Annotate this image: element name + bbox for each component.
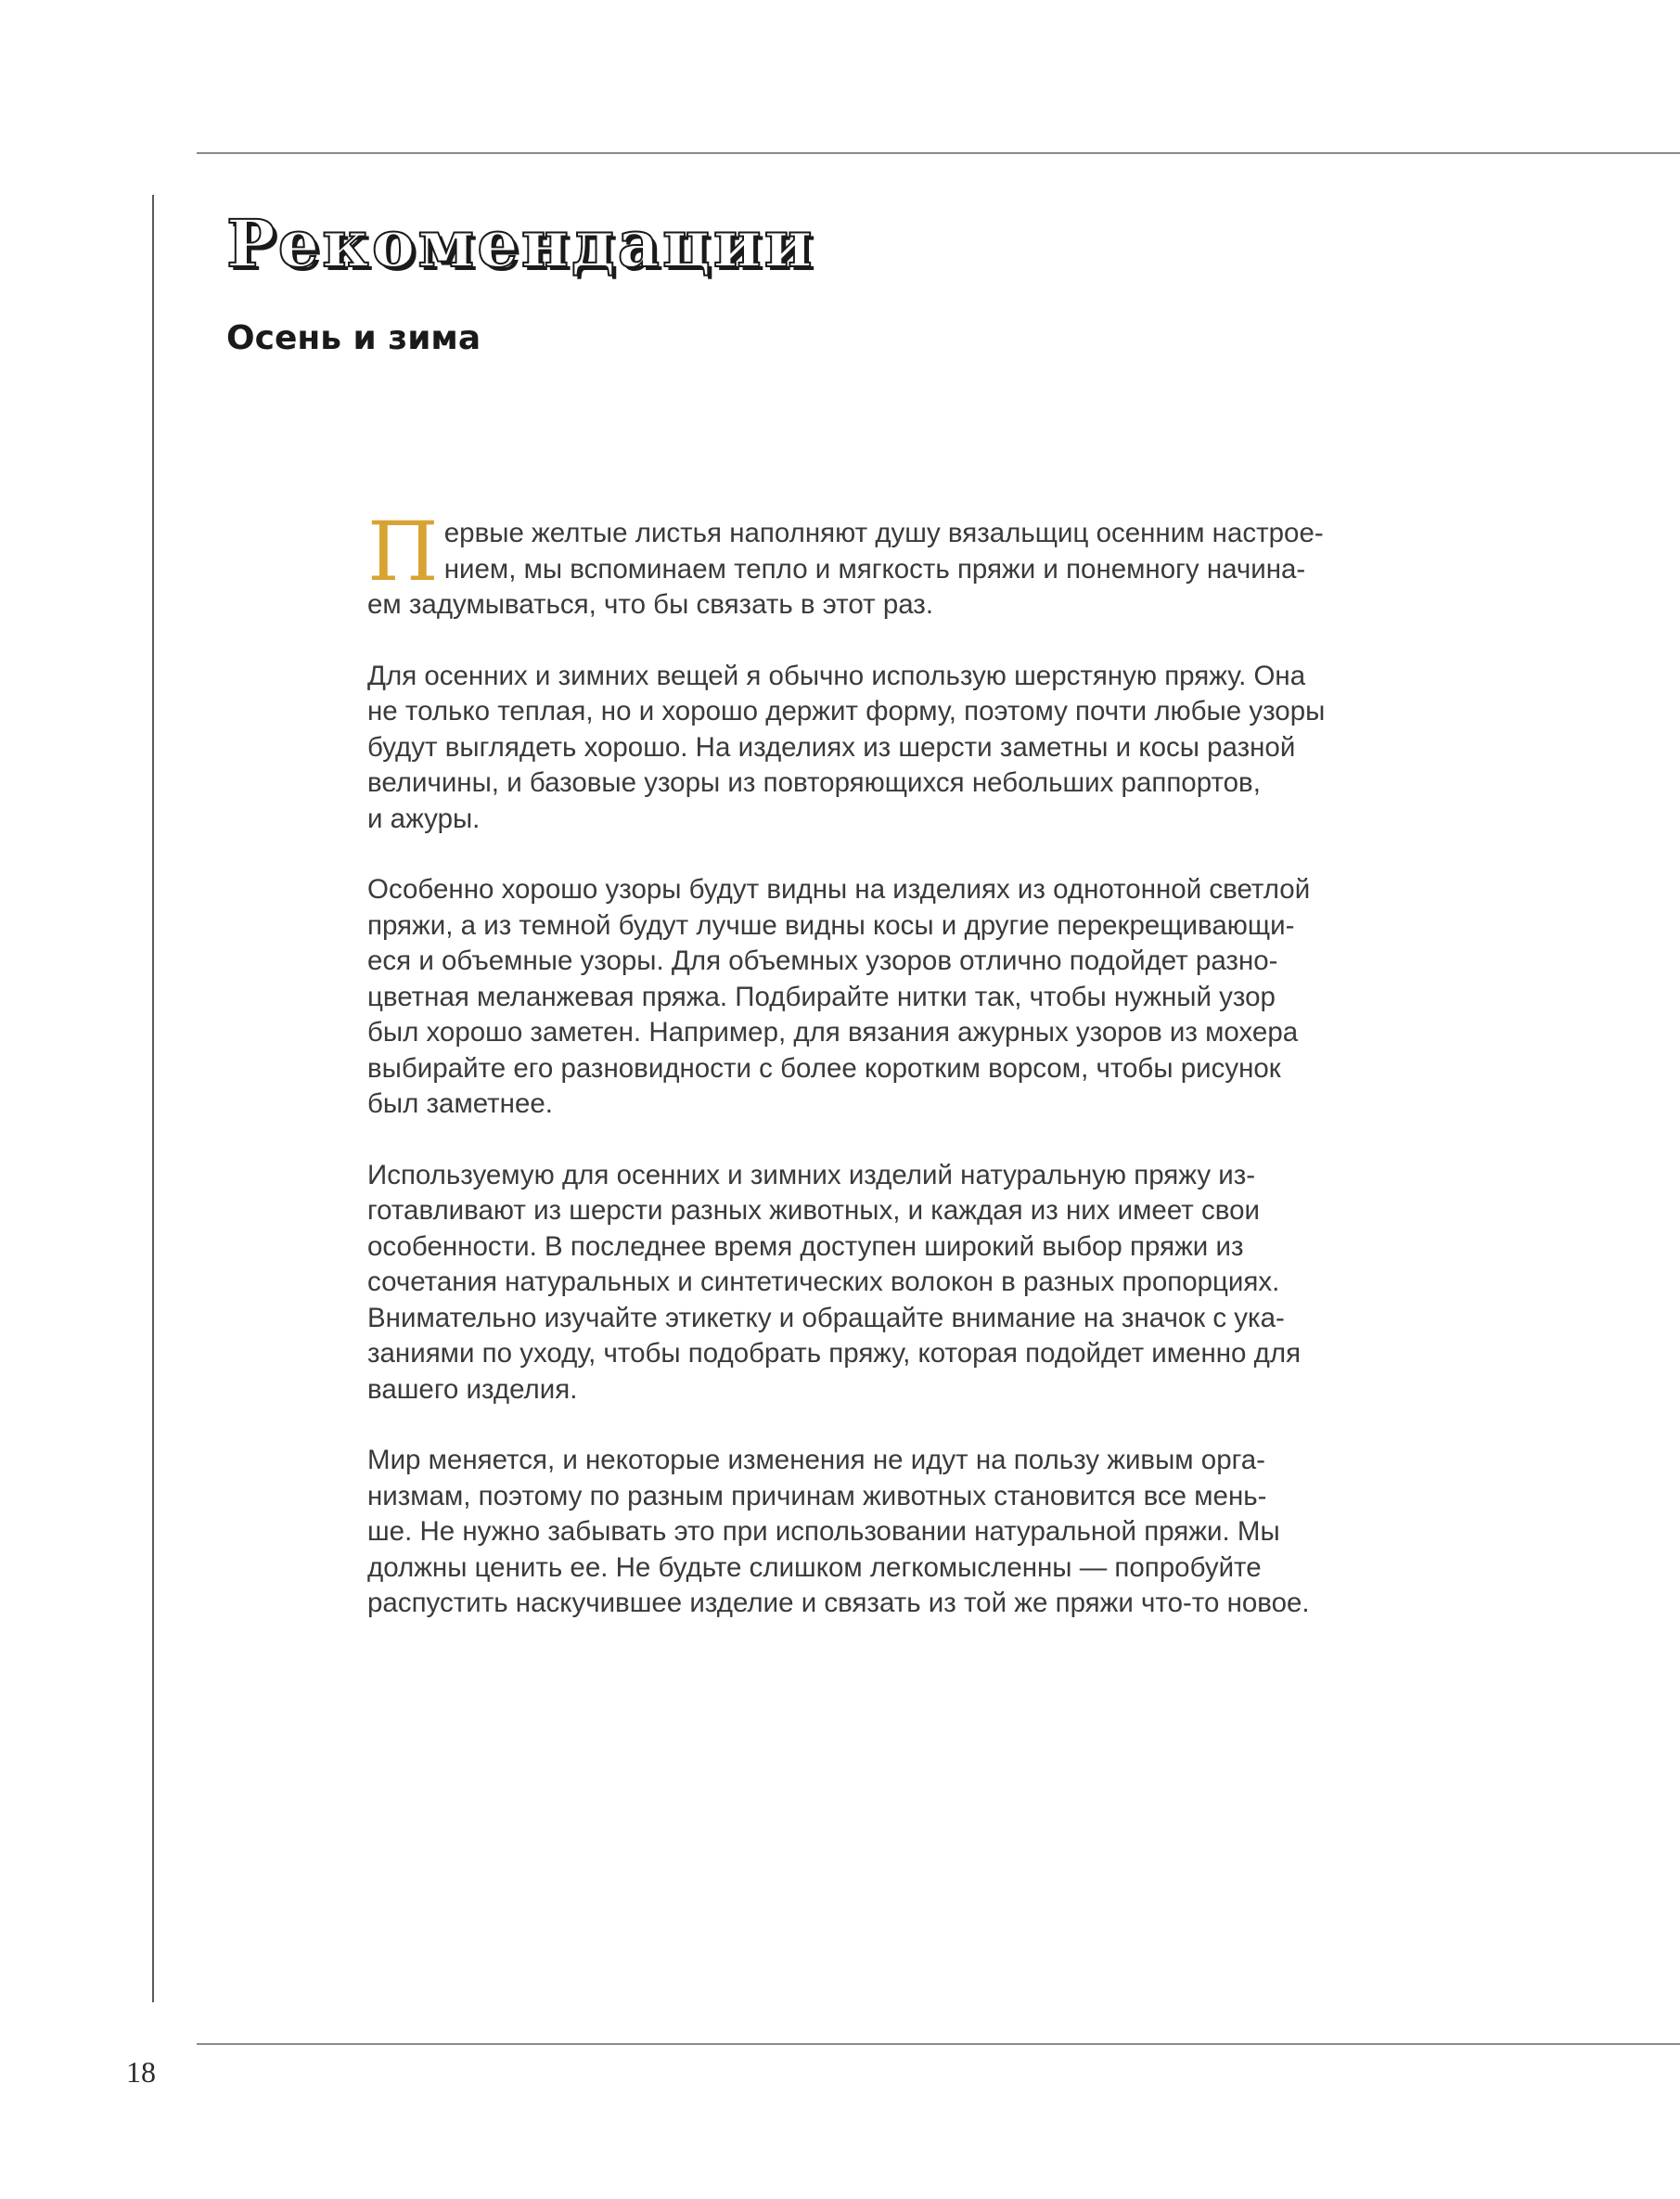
text-line: был заметнее. xyxy=(367,1088,553,1119)
bottom-rule xyxy=(197,2043,1680,2045)
paragraph-5 xyxy=(367,1443,1360,1622)
paragraph-1 xyxy=(367,504,1360,624)
page-title: Рекомендации xyxy=(226,205,815,282)
text-line: низмам, поэтому по разным причинам животных становится все мень- xyxy=(367,1480,1267,1511)
paragraph-4 xyxy=(367,1158,1360,1408)
article-body xyxy=(367,504,1360,1657)
text-line: будут выглядеть хорошо. На изделиях из шерсти заметны и косы разной xyxy=(367,731,1296,763)
text-line: Для осенних и зимних вещей я обычно использую шерстяную пряжу. Она xyxy=(367,660,1306,691)
text-line: особенности. В последнее время доступен широкий выбор пряжи из xyxy=(367,1230,1244,1262)
paragraph-2 xyxy=(367,659,1360,838)
text-line: цветная меланжевая пряжа. Подбирайте нитки так, чтобы нужный узор xyxy=(367,981,1276,1012)
text-line: выбирайте его разновидности с более коротким ворсом, чтобы рисунок xyxy=(367,1052,1281,1084)
text-line: не только теплая, но и хорошо держит форму, поэтому почти любые узоры xyxy=(367,696,1326,727)
text-line: сочетания натуральных и синтетических волокон в разных пропорциях. xyxy=(367,1267,1280,1297)
paragraph-3 xyxy=(367,872,1360,1123)
page-number: 18 xyxy=(126,2055,156,2089)
text-line: ше. Не нужно забывать это при использовании натуральной пряжи. Мы xyxy=(367,1516,1280,1547)
top-rule xyxy=(197,152,1680,154)
text-line: должны ценить ее. Не будьте слишком легкомысленны — попробуйте xyxy=(367,1551,1262,1583)
text-line: вашего изделия. xyxy=(367,1373,578,1405)
left-margin-rule xyxy=(152,195,154,2002)
text-line: величины, и базовые узоры из повторяющихся небольших раппортов, xyxy=(367,767,1261,798)
text-line: был хорошо заметен. Например, для вязания ажурных узоров из мохера xyxy=(367,1017,1299,1048)
text-line: нием, мы вспоминаем тепло и мягкость пряжи и понемногу начина- xyxy=(443,553,1306,585)
text-line: готавливают из шерсти разных животных, и каждая из них имеет свои xyxy=(367,1195,1260,1226)
text-line: ем задумываться, что бы связать в этот раз. xyxy=(367,589,934,620)
text-line: заниями по уходу, чтобы подобрать пряжу, которая подойдет именно для xyxy=(367,1338,1302,1369)
text-line: распустить наскучившее изделие и связать из той же пряжи что-то новое. xyxy=(367,1588,1310,1618)
text-line: пряжи, а из темной будут лучше видны косы и другие перекрещивающи- xyxy=(367,909,1295,941)
text-line: Внимательно изучайте этикетку и обращайте внимание на значок с ука- xyxy=(367,1302,1285,1333)
page-subtitle: Осень и зима xyxy=(226,319,481,357)
text-line: и ажуры. xyxy=(367,803,481,834)
text-line: еся и объемные узоры. Для объемных узоров отлично подойдет разно- xyxy=(367,945,1278,976)
text-line: Особенно хорошо узоры будут видны на изделиях из однотонной светлой xyxy=(367,874,1311,905)
text-line: Используемую для осенних и зимних изделий натуральную пряжу из- xyxy=(367,1159,1256,1190)
drop-cap: П xyxy=(367,504,439,599)
text-line: ервые желтые листья наполняют душу вязальщиц осенним настрое- xyxy=(443,518,1324,548)
text-line: Мир меняется, и некоторые изменения не идут на пользу живым орга- xyxy=(367,1445,1265,1475)
